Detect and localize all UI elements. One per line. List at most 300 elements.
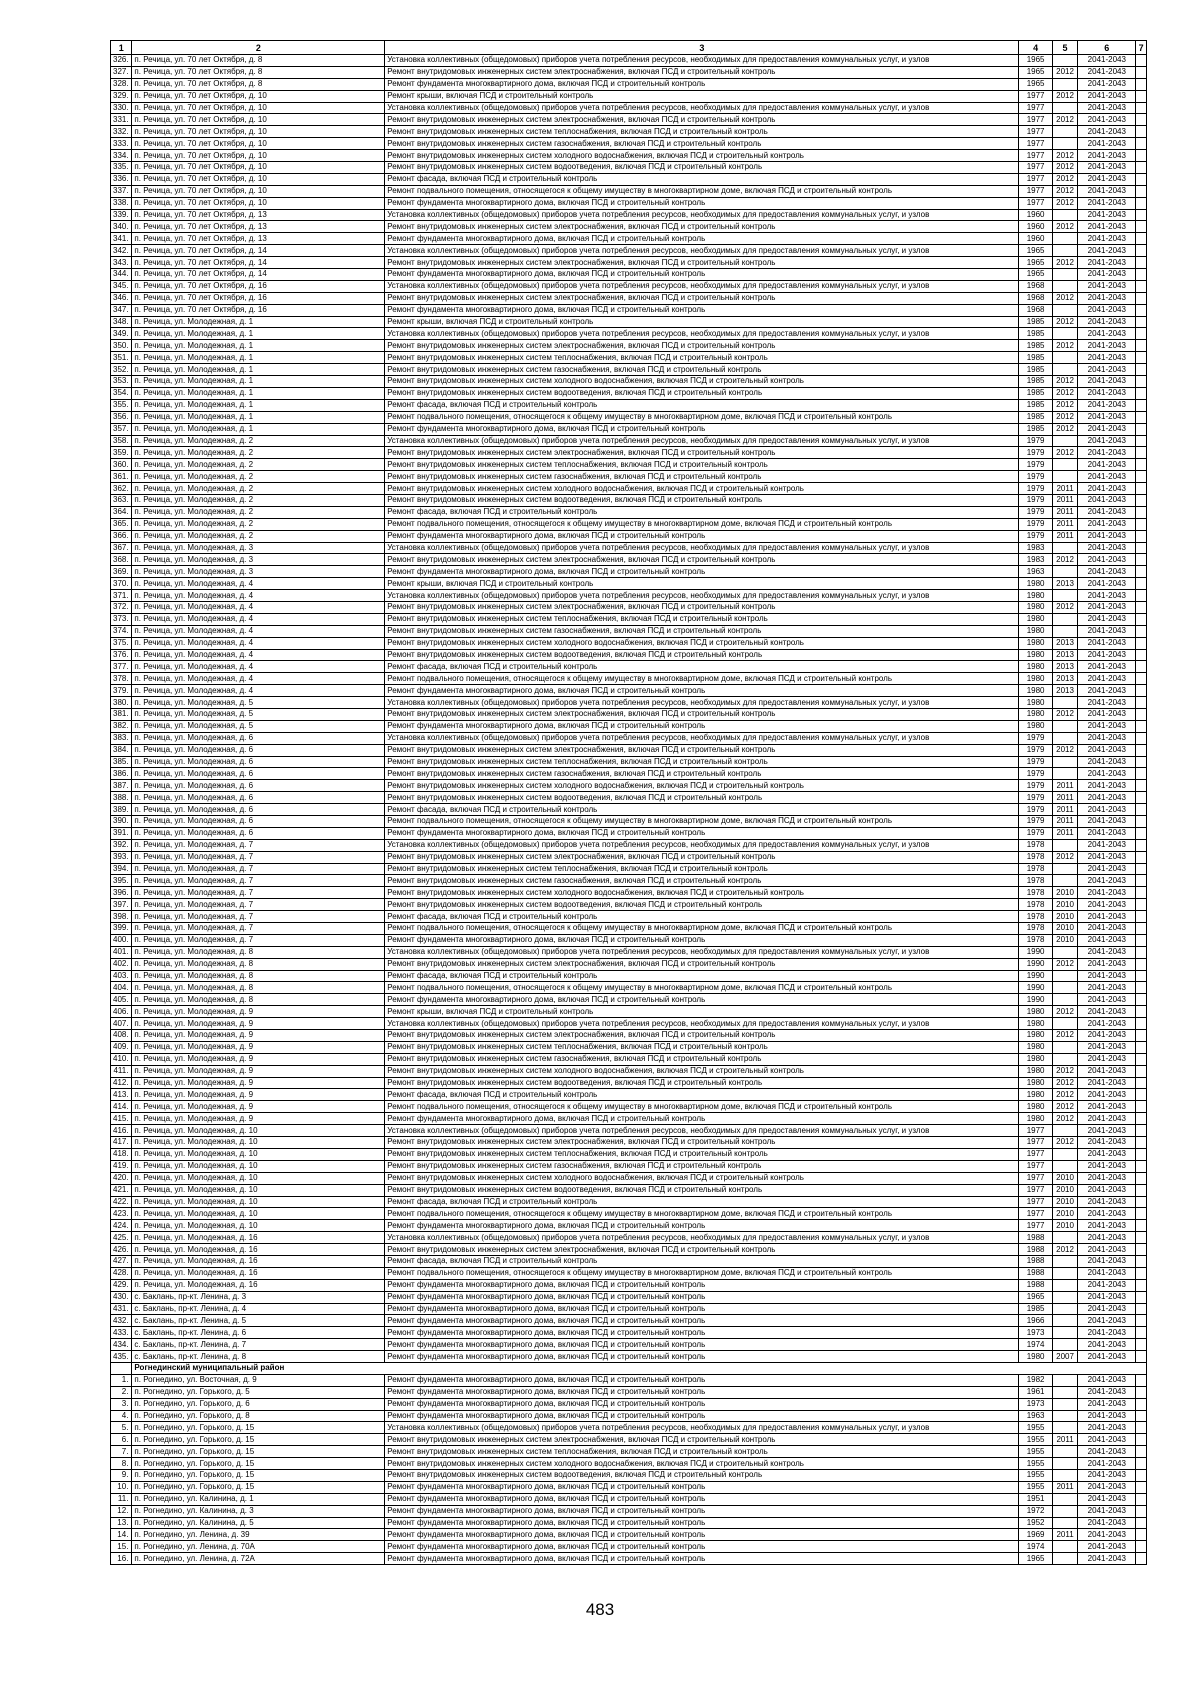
table-row bbox=[111, 1220, 1147, 1232]
build-year: 1980 bbox=[1019, 637, 1052, 649]
last-repair-year bbox=[1052, 1469, 1078, 1481]
table-row bbox=[111, 1184, 1147, 1196]
row-number: 430. bbox=[111, 1291, 132, 1303]
last-repair-year bbox=[1052, 280, 1078, 292]
address: п. Речица, ул. Молодежная, д. 10 bbox=[132, 1160, 385, 1172]
last-repair-year bbox=[1052, 1303, 1078, 1315]
address: п. Речица, ул. Молодежная, д. 6 bbox=[132, 756, 385, 768]
note bbox=[1136, 1351, 1147, 1363]
build-year: 1980 bbox=[1019, 625, 1052, 637]
table-row bbox=[111, 578, 1147, 590]
address: п. Речица, ул. Молодежная, д. 10 bbox=[132, 1184, 385, 1196]
planned-period: 2041-2043 bbox=[1078, 483, 1136, 495]
build-year: 1965 bbox=[1019, 66, 1052, 78]
note bbox=[1136, 1137, 1147, 1149]
work-type: Ремонт внутридомовых инженерных систем электроснабжения, включая ПСД и строительный контроль bbox=[385, 554, 1019, 566]
note bbox=[1136, 1505, 1147, 1517]
note bbox=[1136, 197, 1147, 209]
build-year: 1990 bbox=[1019, 970, 1052, 982]
note bbox=[1136, 173, 1147, 185]
build-year: 1988 bbox=[1019, 1255, 1052, 1267]
planned-period: 2041-2043 bbox=[1078, 1517, 1136, 1529]
work-type: Ремонт внутридомовых инженерных систем холодного водоснабжения, включая ПСД и строительный контроль bbox=[385, 637, 1019, 649]
table-row bbox=[111, 1244, 1147, 1256]
planned-period: 2041-2043 bbox=[1078, 459, 1136, 471]
work-type: Установка коллективных (общедомовых) приборов учета потребления ресурсов, необходимых для предоставления коммунальных услуг, и узлов bbox=[385, 1232, 1019, 1244]
note bbox=[1136, 435, 1147, 447]
row-number: 336. bbox=[111, 173, 132, 185]
address: п. Речица, ул. Молодежная, д. 2 bbox=[132, 483, 385, 495]
row-number: 397. bbox=[111, 899, 132, 911]
address: п. Речица, ул. Молодежная, д. 7 bbox=[132, 934, 385, 946]
address: п. Речица, ул. Молодежная, д. 10 bbox=[132, 1137, 385, 1149]
build-year: 1965 bbox=[1019, 1291, 1052, 1303]
table-row bbox=[111, 1374, 1147, 1386]
build-year: 1990 bbox=[1019, 958, 1052, 970]
build-year: 1955 bbox=[1019, 1446, 1052, 1458]
last-repair-year bbox=[1052, 1398, 1078, 1410]
last-repair-year: 2011 bbox=[1052, 780, 1078, 792]
table-row bbox=[111, 411, 1147, 423]
build-year: 1965 bbox=[1019, 257, 1052, 269]
last-repair-year: 2011 bbox=[1052, 827, 1078, 839]
row-number: 409. bbox=[111, 1041, 132, 1053]
build-year: 1978 bbox=[1019, 934, 1052, 946]
address: п. Речица, ул. Молодежная, д. 9 bbox=[132, 1065, 385, 1077]
last-repair-year: 2011 bbox=[1052, 483, 1078, 495]
table-row bbox=[111, 316, 1147, 328]
note bbox=[1136, 1125, 1147, 1137]
address: п. Речица, ул. 70 лет Октября, д. 10 bbox=[132, 138, 385, 150]
build-year: 1980 bbox=[1019, 1113, 1052, 1125]
last-repair-year bbox=[1052, 1517, 1078, 1529]
note bbox=[1136, 352, 1147, 364]
row-number: 392. bbox=[111, 839, 132, 851]
address: п. Речица, ул. Молодежная, д. 1 bbox=[132, 316, 385, 328]
build-year: 1979 bbox=[1019, 506, 1052, 518]
last-repair-year bbox=[1052, 471, 1078, 483]
note bbox=[1136, 483, 1147, 495]
table-row bbox=[111, 1493, 1147, 1505]
row-number bbox=[111, 1362, 132, 1374]
last-repair-year: 2012 bbox=[1052, 1113, 1078, 1125]
address: с. Баклань, пр-кт. Ленина, д. 4 bbox=[132, 1303, 385, 1315]
build-year: 1960 bbox=[1019, 209, 1052, 221]
note bbox=[1136, 114, 1147, 126]
table-row bbox=[111, 1541, 1147, 1553]
row-number: 329. bbox=[111, 90, 132, 102]
build-year: 1979 bbox=[1019, 768, 1052, 780]
build-year: 1985 bbox=[1019, 411, 1052, 423]
row-number: 424. bbox=[111, 1220, 132, 1232]
work-type: Ремонт внутридомовых инженерных систем электроснабжения, включая ПСД и строительный контроль bbox=[385, 1434, 1019, 1446]
last-repair-year: 2011 bbox=[1052, 506, 1078, 518]
row-number: 367. bbox=[111, 542, 132, 554]
last-repair-year: 2012 bbox=[1052, 162, 1078, 174]
work-type: Ремонт фундамента многоквартирного дома, включая ПСД и строительный контроль bbox=[385, 1398, 1019, 1410]
row-number: 407. bbox=[111, 1018, 132, 1030]
note bbox=[1136, 839, 1147, 851]
row-number: 339. bbox=[111, 209, 132, 221]
address: п. Речица, ул. Молодежная, д. 8 bbox=[132, 946, 385, 958]
last-repair-year: 2013 bbox=[1052, 578, 1078, 590]
table-row bbox=[111, 1030, 1147, 1042]
work-type: Ремонт подвального помещения, относящегося к общему имуществу в многоквартирном доме, включая ПСД и строительный контроль bbox=[385, 673, 1019, 685]
planned-period: 2041-2043 bbox=[1078, 1101, 1136, 1113]
last-repair-year: 2013 bbox=[1052, 673, 1078, 685]
build-year: 1980 bbox=[1019, 1351, 1052, 1363]
row-number: 415. bbox=[111, 1113, 132, 1125]
planned-period: 2041-2043 bbox=[1078, 1505, 1136, 1517]
last-repair-year: 2012 bbox=[1052, 851, 1078, 863]
build-year: 1963 bbox=[1019, 1410, 1052, 1422]
work-type: Установка коллективных (общедомовых) приборов учета потребления ресурсов, необходимых для предоставления коммунальных услуг, и узлов bbox=[385, 1018, 1019, 1030]
note bbox=[1136, 316, 1147, 328]
last-repair-year bbox=[1052, 1018, 1078, 1030]
planned-period: 2041-2043 bbox=[1078, 126, 1136, 138]
planned-period: 2041-2043 bbox=[1078, 1327, 1136, 1339]
build-year: 1977 bbox=[1019, 185, 1052, 197]
table-row bbox=[111, 744, 1147, 756]
note bbox=[1136, 185, 1147, 197]
address: п. Речица, ул. Молодежная, д. 7 bbox=[132, 887, 385, 899]
note bbox=[1136, 637, 1147, 649]
note bbox=[1136, 280, 1147, 292]
last-repair-year: 2010 bbox=[1052, 911, 1078, 923]
planned-period: 2041-2043 bbox=[1078, 233, 1136, 245]
planned-period: 2041-2043 bbox=[1078, 340, 1136, 352]
table-row bbox=[111, 1125, 1147, 1137]
note bbox=[1136, 1315, 1147, 1327]
table-row bbox=[111, 1398, 1147, 1410]
address: п. Речица, ул. Молодежная, д. 4 bbox=[132, 649, 385, 661]
address: п. Рогнедино, ул. Горького, д. 15 bbox=[132, 1481, 385, 1493]
row-number: 379. bbox=[111, 685, 132, 697]
table-row bbox=[111, 827, 1147, 839]
work-type: Ремонт внутридомовых инженерных систем водоотведения, включая ПСД и строительный контроль bbox=[385, 1077, 1019, 1089]
work-type: Ремонт фасада, включая ПСД и строительный контроль bbox=[385, 1196, 1019, 1208]
planned-period: 2041-2043 bbox=[1078, 1255, 1136, 1267]
row-number: 2. bbox=[111, 1386, 132, 1398]
last-repair-year: 2012 bbox=[1052, 257, 1078, 269]
note bbox=[1136, 1053, 1147, 1065]
table-row bbox=[111, 720, 1147, 732]
work-type: Ремонт фундамента многоквартирного дома, включая ПСД и строительный контроль bbox=[385, 1541, 1019, 1553]
note bbox=[1136, 1398, 1147, 1410]
row-number: 350. bbox=[111, 340, 132, 352]
work-type: Установка коллективных (общедомовых) приборов учета потребления ресурсов, необходимых для предоставления коммунальных услуг, и узлов bbox=[385, 946, 1019, 958]
row-number: 6. bbox=[111, 1434, 132, 1446]
planned-period: 2041-2043 bbox=[1078, 387, 1136, 399]
column-header: 5 bbox=[1052, 41, 1078, 55]
planned-period: 2041-2043 bbox=[1078, 197, 1136, 209]
build-year: 1980 bbox=[1019, 1077, 1052, 1089]
row-number: 423. bbox=[111, 1208, 132, 1220]
last-repair-year bbox=[1052, 245, 1078, 257]
planned-period: 2041-2043 bbox=[1078, 816, 1136, 828]
build-year: 1980 bbox=[1019, 1018, 1052, 1030]
planned-period: 2041-2043 bbox=[1078, 780, 1136, 792]
planned-period: 2041-2043 bbox=[1078, 1041, 1136, 1053]
planned-period: 2041-2043 bbox=[1078, 1374, 1136, 1386]
build-year: 1965 bbox=[1019, 245, 1052, 257]
planned-period: 2041-2043 bbox=[1078, 376, 1136, 388]
last-repair-year bbox=[1052, 1541, 1078, 1553]
last-repair-year: 2012 bbox=[1052, 1089, 1078, 1101]
address: п. Речица, ул. 70 лет Октября, д. 16 bbox=[132, 280, 385, 292]
last-repair-year bbox=[1052, 875, 1078, 887]
planned-period: 2041-2043 bbox=[1078, 554, 1136, 566]
planned-period: 2041-2043 bbox=[1078, 1172, 1136, 1184]
planned-period: 2041-2043 bbox=[1078, 1434, 1136, 1446]
work-type: Ремонт внутридомовых инженерных систем теплоснабжения, включая ПСД и строительный контроль bbox=[385, 352, 1019, 364]
address: п. Речица, ул. Молодежная, д. 3 bbox=[132, 566, 385, 578]
address: п. Рогнедино, ул. Горького, д. 15 bbox=[132, 1446, 385, 1458]
note bbox=[1136, 530, 1147, 542]
build-year: 1979 bbox=[1019, 494, 1052, 506]
table-row bbox=[111, 78, 1147, 90]
planned-period: 2041-2043 bbox=[1078, 1410, 1136, 1422]
row-number: 426. bbox=[111, 1244, 132, 1256]
build-year: 1979 bbox=[1019, 780, 1052, 792]
build-year: 1955 bbox=[1019, 1458, 1052, 1470]
address: п. Речица, ул. Молодежная, д. 5 bbox=[132, 697, 385, 709]
address: п. Речица, ул. 70 лет Октября, д. 10 bbox=[132, 114, 385, 126]
planned-period: 2041-2043 bbox=[1078, 851, 1136, 863]
work-type: Ремонт крыши, включая ПСД и строительный контроль bbox=[385, 90, 1019, 102]
column-header: 6 bbox=[1078, 41, 1136, 55]
address: п. Речица, ул. 70 лет Октября, д. 13 bbox=[132, 233, 385, 245]
table-row bbox=[111, 197, 1147, 209]
table-row bbox=[111, 708, 1147, 720]
address: п. Речица, ул. Молодежная, д. 1 bbox=[132, 387, 385, 399]
address: п. Рогнедино, ул. Горького, д. 15 bbox=[132, 1434, 385, 1446]
note bbox=[1136, 934, 1147, 946]
row-number: 416. bbox=[111, 1125, 132, 1137]
build-year: 1978 bbox=[1019, 887, 1052, 899]
table-header-row bbox=[111, 41, 1147, 55]
row-number: 326. bbox=[111, 55, 132, 67]
last-repair-year bbox=[1052, 1505, 1078, 1517]
row-number: 335. bbox=[111, 162, 132, 174]
table-row bbox=[111, 471, 1147, 483]
last-repair-year: 2013 bbox=[1052, 649, 1078, 661]
work-type: Установка коллективных (общедомовых) приборов учета потребления ресурсов, необходимых для предоставления коммунальных услуг, и узлов bbox=[385, 245, 1019, 257]
work-type: Установка коллективных (общедомовых) приборов учета потребления ресурсов, необходимых для предоставления коммунальных услуг, и узлов bbox=[385, 590, 1019, 602]
table-row bbox=[111, 1148, 1147, 1160]
note bbox=[1136, 613, 1147, 625]
last-repair-year bbox=[1052, 1386, 1078, 1398]
table-row bbox=[111, 292, 1147, 304]
note bbox=[1136, 471, 1147, 483]
note bbox=[1136, 970, 1147, 982]
last-repair-year bbox=[1052, 1125, 1078, 1137]
row-number: 1. bbox=[111, 1374, 132, 1386]
build-year: 1977 bbox=[1019, 1220, 1052, 1232]
build-year: 1977 bbox=[1019, 138, 1052, 150]
work-type: Ремонт внутридомовых инженерных систем электроснабжения, включая ПСД и строительный контроль bbox=[385, 340, 1019, 352]
planned-period: 2041-2043 bbox=[1078, 102, 1136, 114]
planned-period: 2041-2043 bbox=[1078, 744, 1136, 756]
build-year: 1974 bbox=[1019, 1541, 1052, 1553]
build-year: 1979 bbox=[1019, 471, 1052, 483]
planned-period: 2041-2043 bbox=[1078, 875, 1136, 887]
table-row bbox=[111, 946, 1147, 958]
work-type: Ремонт фасада, включая ПСД и строительный контроль bbox=[385, 1089, 1019, 1101]
planned-period: 2041-2043 bbox=[1078, 1291, 1136, 1303]
row-number: 10. bbox=[111, 1481, 132, 1493]
planned-period: 2041-2043 bbox=[1078, 494, 1136, 506]
work-type: Установка коллективных (общедомовых) приборов учета потребления ресурсов, необходимых для предоставления коммунальных услуг, и узлов bbox=[385, 732, 1019, 744]
last-repair-year bbox=[1052, 1041, 1078, 1053]
planned-period: 2041-2043 bbox=[1078, 1279, 1136, 1291]
work-type: Ремонт подвального помещения, относящегося к общему имуществу в многоквартирном доме, включая ПСД и строительный контроль bbox=[385, 816, 1019, 828]
table-row bbox=[111, 732, 1147, 744]
work-type: Ремонт внутридомовых инженерных систем холодного водоснабжения, включая ПСД и строительный контроль bbox=[385, 483, 1019, 495]
work-type: Ремонт фасада, включая ПСД и строительный контроль bbox=[385, 804, 1019, 816]
table-row bbox=[111, 376, 1147, 388]
table-row bbox=[111, 613, 1147, 625]
work-type: Ремонт внутридомовых инженерных систем газоснабжения, включая ПСД и строительный контроль bbox=[385, 364, 1019, 376]
last-repair-year: 2012 bbox=[1052, 1101, 1078, 1113]
last-repair-year bbox=[1052, 625, 1078, 637]
planned-period: 2041-2043 bbox=[1078, 887, 1136, 899]
last-repair-year bbox=[1052, 756, 1078, 768]
last-repair-year bbox=[1052, 459, 1078, 471]
address: п. Речица, ул. Молодежная, д. 10 bbox=[132, 1208, 385, 1220]
address: п. Речица, ул. Молодежная, д. 9 bbox=[132, 1077, 385, 1089]
table-row bbox=[111, 387, 1147, 399]
work-type: Ремонт фундамента многоквартирного дома, включая ПСД и строительный контроль bbox=[385, 1529, 1019, 1541]
note bbox=[1136, 1160, 1147, 1172]
last-repair-year: 2011 bbox=[1052, 1481, 1078, 1493]
planned-period: 2041-2043 bbox=[1078, 1446, 1136, 1458]
planned-period: 2041-2043 bbox=[1078, 471, 1136, 483]
build-year: 1955 bbox=[1019, 1422, 1052, 1434]
last-repair-year bbox=[1052, 590, 1078, 602]
row-number: 331. bbox=[111, 114, 132, 126]
table-row bbox=[111, 233, 1147, 245]
row-number: 348. bbox=[111, 316, 132, 328]
note bbox=[1136, 958, 1147, 970]
column-header: 3 bbox=[385, 41, 1019, 55]
work-type: Ремонт подвального помещения, относящегося к общему имуществу в многоквартирном доме, включая ПСД и строительный контроль bbox=[385, 1208, 1019, 1220]
row-number: 373. bbox=[111, 613, 132, 625]
table-row bbox=[111, 923, 1147, 935]
table-row bbox=[111, 554, 1147, 566]
note bbox=[1136, 1018, 1147, 1030]
row-number: 402. bbox=[111, 958, 132, 970]
planned-period: 2041-2043 bbox=[1078, 982, 1136, 994]
build-year: 1980 bbox=[1019, 1006, 1052, 1018]
build-year: 1977 bbox=[1019, 1196, 1052, 1208]
note bbox=[1136, 233, 1147, 245]
address: п. Речица, ул. Молодежная, д. 6 bbox=[132, 827, 385, 839]
last-repair-year: 2012 bbox=[1052, 1137, 1078, 1149]
table-row bbox=[111, 209, 1147, 221]
note bbox=[1136, 780, 1147, 792]
note bbox=[1136, 150, 1147, 162]
note bbox=[1136, 257, 1147, 269]
table-row bbox=[111, 899, 1147, 911]
last-repair-year bbox=[1052, 1053, 1078, 1065]
note bbox=[1136, 221, 1147, 233]
last-repair-year bbox=[1052, 970, 1078, 982]
address: п. Речица, ул. Молодежная, д. 8 bbox=[132, 958, 385, 970]
build-year: 1979 bbox=[1019, 459, 1052, 471]
planned-period: 2041-2043 bbox=[1078, 162, 1136, 174]
build-year: 1952 bbox=[1019, 1517, 1052, 1529]
work-type: Ремонт внутридомовых инженерных систем электроснабжения, включая ПСД и строительный контроль bbox=[385, 66, 1019, 78]
planned-period: 2041-2043 bbox=[1078, 566, 1136, 578]
table-row bbox=[111, 102, 1147, 114]
table-row bbox=[111, 423, 1147, 435]
work-type: Ремонт внутридомовых инженерных систем холодного водоснабжения, включая ПСД и строительный контроль bbox=[385, 150, 1019, 162]
row-number: 352. bbox=[111, 364, 132, 376]
planned-period: 2041-2043 bbox=[1078, 1232, 1136, 1244]
build-year: 1965 bbox=[1019, 269, 1052, 281]
table-row bbox=[111, 1208, 1147, 1220]
table-row bbox=[111, 958, 1147, 970]
build-year: 1977 bbox=[1019, 126, 1052, 138]
table-row bbox=[111, 435, 1147, 447]
work-type: Установка коллективных (общедомовых) приборов учета потребления ресурсов, необходимых для предоставления коммунальных услуг, и узлов bbox=[385, 1422, 1019, 1434]
build-year: 1960 bbox=[1019, 221, 1052, 233]
work-type: Ремонт фундамента многоквартирного дома, включая ПСД и строительный контроль bbox=[385, 566, 1019, 578]
planned-period: 2041-2043 bbox=[1078, 1220, 1136, 1232]
planned-period: 2041-2043 bbox=[1078, 863, 1136, 875]
planned-period: 2041-2043 bbox=[1078, 970, 1136, 982]
build-year: 1988 bbox=[1019, 1267, 1052, 1279]
row-number: 340. bbox=[111, 221, 132, 233]
address: п. Рогнедино, ул. Горького, д. 15 bbox=[132, 1458, 385, 1470]
row-number: 401. bbox=[111, 946, 132, 958]
row-number: 411. bbox=[111, 1065, 132, 1077]
work-type: Установка коллективных (общедомовых) приборов учета потребления ресурсов, необходимых для предоставления коммунальных услуг, и узлов bbox=[385, 102, 1019, 114]
planned-period: 2041-2043 bbox=[1078, 1481, 1136, 1493]
planned-period: 2041-2043 bbox=[1078, 245, 1136, 257]
planned-period: 2041-2043 bbox=[1078, 55, 1136, 67]
note bbox=[1136, 66, 1147, 78]
planned-period: 2041-2043 bbox=[1078, 1529, 1136, 1541]
address: п. Речица, ул. Молодежная, д. 6 bbox=[132, 792, 385, 804]
work-type: Ремонт внутридомовых инженерных систем электроснабжения, включая ПСД и строительный контроль bbox=[385, 708, 1019, 720]
work-type: Ремонт внутридомовых инженерных систем электроснабжения, включая ПСД и строительный контроль bbox=[385, 221, 1019, 233]
table-row bbox=[111, 1279, 1147, 1291]
planned-period: 2041-2043 bbox=[1078, 625, 1136, 637]
row-number: 380. bbox=[111, 697, 132, 709]
planned-period: 2041-2043 bbox=[1078, 958, 1136, 970]
last-repair-year: 2012 bbox=[1052, 1065, 1078, 1077]
table-row bbox=[111, 447, 1147, 459]
address: п. Речица, ул. Молодежная, д. 10 bbox=[132, 1196, 385, 1208]
last-repair-year: 2010 bbox=[1052, 1208, 1078, 1220]
row-number: 15. bbox=[111, 1541, 132, 1553]
table-row bbox=[111, 55, 1147, 67]
row-number: 404. bbox=[111, 982, 132, 994]
address: п. Речица, ул. Молодежная, д. 8 bbox=[132, 970, 385, 982]
note bbox=[1136, 899, 1147, 911]
address: п. Речица, ул. Молодежная, д. 5 bbox=[132, 708, 385, 720]
work-type: Ремонт внутридомовых инженерных систем электроснабжения, включая ПСД и строительный контроль bbox=[385, 1030, 1019, 1042]
row-number: 360. bbox=[111, 459, 132, 471]
work-type: Ремонт внутридомовых инженерных систем теплоснабжения, включая ПСД и строительный контроль bbox=[385, 126, 1019, 138]
work-type: Ремонт фасада, включая ПСД и строительный контроль bbox=[385, 399, 1019, 411]
table-row bbox=[111, 1327, 1147, 1339]
note bbox=[1136, 1006, 1147, 1018]
address: п. Речица, ул. Молодежная, д. 4 bbox=[132, 613, 385, 625]
work-type: Ремонт фундамента многоквартирного дома, включая ПСД и строительный контроль bbox=[385, 1339, 1019, 1351]
